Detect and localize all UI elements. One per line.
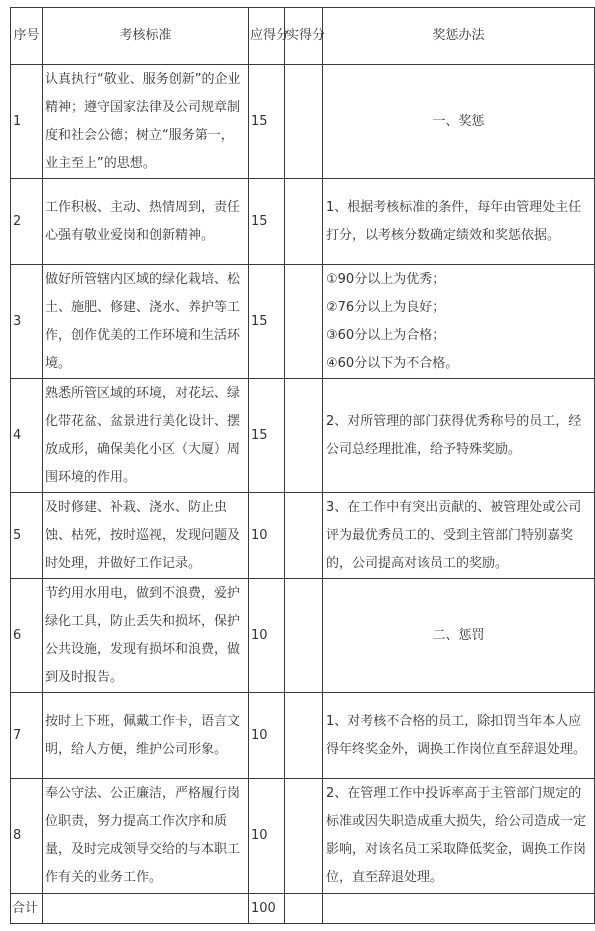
row-seq: 6	[11, 579, 43, 693]
row-score: 15	[249, 265, 285, 379]
grade-line: ②76分以上为良好；	[326, 299, 446, 315]
row-reward: 1、根据考核标准的条件，每年由管理处主任打分，以考核分数确定绩效和奖惩依据。	[323, 179, 595, 265]
row-standard: 及时修建、补栽、浇水、防止虫蚀、枯死，按时巡视，发现问题及时处理，并做好工作记录。	[43, 493, 249, 579]
row-actual	[285, 493, 323, 579]
assessment-table	[10, 7, 595, 924]
header-row	[11, 8, 595, 65]
header-due-score: 应得分	[249, 8, 285, 65]
total-reward	[323, 894, 595, 924]
header-reward: 奖惩办法	[323, 8, 595, 65]
row-standard: 奉公守法、公正廉洁，严格履行岗位职责，努力提高工作次序和质量，及时完成领导交给的与本职工作有关的业务工作。	[43, 779, 249, 894]
row-standard: 按时上下班，佩戴工作卡，语言文明，给人方便，维护公司形象。	[43, 693, 249, 779]
row-score: 10	[249, 579, 285, 693]
table-row	[11, 693, 595, 779]
row-actual	[285, 179, 323, 265]
grade-line: ④60分以下为不合格。	[326, 355, 459, 371]
grade-line: ③60分以上为合格；	[326, 327, 446, 343]
table-row	[11, 179, 595, 265]
row-seq: 4	[11, 379, 43, 493]
row-reward: 二、惩罚	[323, 579, 595, 693]
row-reward: 一、奖惩	[323, 65, 595, 179]
table-row	[11, 579, 595, 693]
total-score: 100	[249, 894, 285, 924]
row-standard: 工作积极、主动、热情周到，责任心强有敬业爱岗和创新精神。	[43, 179, 249, 265]
total-row	[11, 894, 595, 924]
row-seq: 1	[11, 65, 43, 179]
row-actual	[285, 579, 323, 693]
row-seq: 2	[11, 179, 43, 265]
row-actual	[285, 65, 323, 179]
table-row	[11, 379, 595, 493]
row-seq: 5	[11, 493, 43, 579]
row-score: 10	[249, 779, 285, 894]
row-actual	[285, 379, 323, 493]
row-seq: 7	[11, 693, 43, 779]
row-standard: 熟悉所管区域的环境，对花坛、绿化带花盆、盆景进行美化设计、摆放成形，确保美化小区（大厦）周围环境的作用。	[43, 379, 249, 493]
header-seq: 序号	[11, 8, 43, 65]
row-standard: 做好所管辖内区域的绿化栽培、松土、施肥、修建、浇水、养护等工作，创作优美的工作环境和生活环境。	[43, 265, 249, 379]
header-standard: 考核标准	[43, 8, 249, 65]
table-row	[11, 65, 595, 179]
row-reward: 3、在工作中有突出贡献的、被管理处或公司评为最优秀员工的、受到主管部门特别嘉奖的，公司提高对该员工的奖励。	[323, 493, 595, 579]
row-score: 15	[249, 65, 285, 179]
row-standard: 认真执行“敬业、服务创新”的企业精神；遵守国家法律及公司规章制度和社会公德；树立“服务第一，业主至上”的思想。	[43, 65, 249, 179]
row-reward	[323, 265, 595, 379]
row-actual	[285, 779, 323, 894]
table-row	[11, 265, 595, 379]
row-actual	[285, 693, 323, 779]
total-standard	[43, 894, 249, 924]
row-reward: 2、对所管理的部门获得优秀称号的员工，经公司总经理批准，给予特殊奖励。	[323, 379, 595, 493]
row-score: 10	[249, 693, 285, 779]
row-score: 15	[249, 379, 285, 493]
row-reward: 1、对考核不合格的员工，除扣罚当年本人应得年终奖金外，调换工作岗位直至辞退处理。	[323, 693, 595, 779]
row-reward: 2、在管理工作中投诉率高于主管部门规定的标准或因失职造成重大损失，给公司造成一定影响，对该名员工采取降低奖金，调换工作岗位，直至辞退处理。	[323, 779, 595, 894]
total-actual	[285, 894, 323, 924]
row-seq: 3	[11, 265, 43, 379]
row-score: 10	[249, 493, 285, 579]
header-actual-score: 实得分	[285, 8, 323, 65]
table-row	[11, 493, 595, 579]
total-label: 合计	[11, 894, 43, 924]
row-score: 15	[249, 179, 285, 265]
grade-line: ①90分以上为优秀；	[326, 271, 446, 287]
table-row	[11, 779, 595, 894]
row-seq: 8	[11, 779, 43, 894]
row-standard: 节约用水用电，做到不浪费，爱护绿化工具，防止丢失和损坏，保护公共设施，发现有损坏和浪费，做到及时报告。	[43, 579, 249, 693]
row-actual	[285, 265, 323, 379]
